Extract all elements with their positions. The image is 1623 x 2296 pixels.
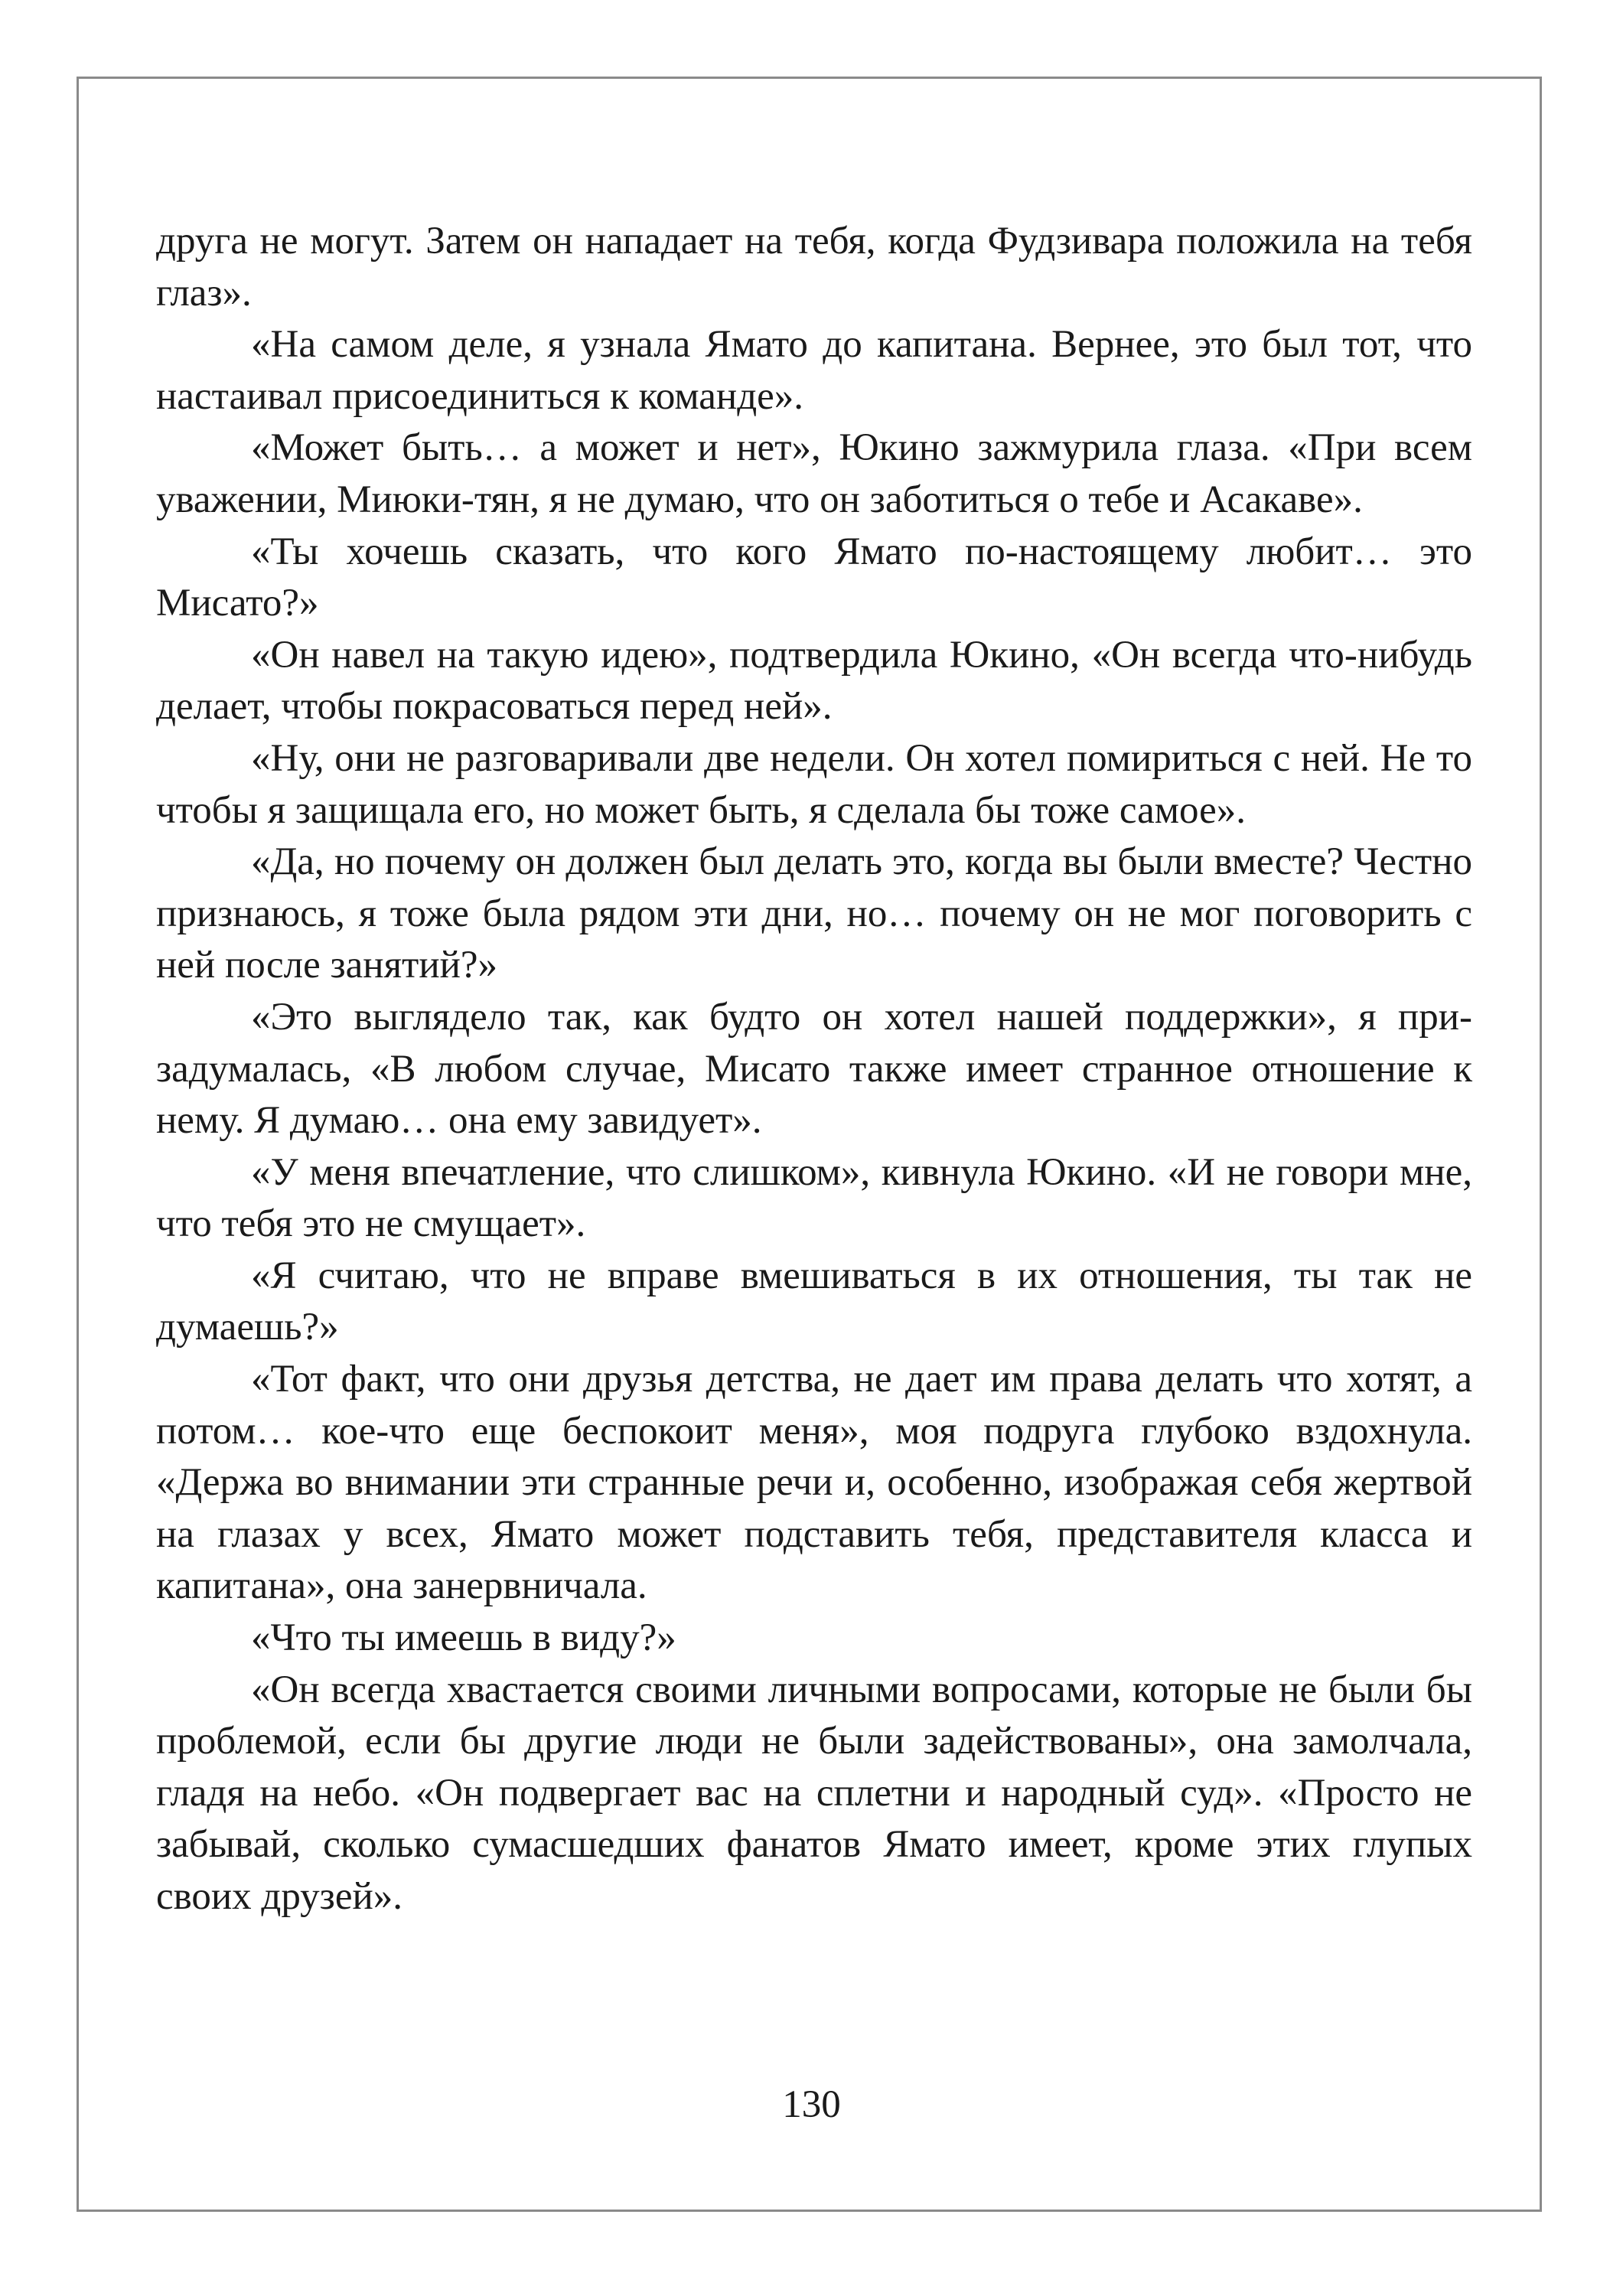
paragraph: «Может быть… а может и нет», Юкино зажмурила глаза. «При всем уважении, Миюки-тян, я не думаю, что он заботиться о тебе и Асакаве». [156, 426, 1472, 521]
paragraph: «На самом деле, я узнала Ямато до капитана. Вернее, это был тот, что настаивал присоединиться к команде». [156, 323, 1472, 418]
paragraph: «Он навел на такую идею», подтвердила Юкино, «Он всегда что-нибудь делает, чтобы покрасоваться перед ней». [156, 633, 1472, 729]
paragraph: «У меня впечатление, что слишком», кивнула Юкино. «И не говори мне, что тебя это не смущает». [156, 1150, 1472, 1246]
body-text [156, 216, 1472, 1923]
paragraph: «Я считаю, что не вправе вмешиваться в их отношения, ты так не думаешь?» [156, 1254, 1472, 1349]
paragraph: «Ну, они не разговаривали две недели. Он хотел помириться с ней. Не то чтобы я защищала его, но может быть, я сделала бы тоже самое». [156, 736, 1472, 832]
paragraph: «Ты хочешь сказать, что кого Ямато по-настоящему любит… это Мисато?» [156, 530, 1472, 625]
paragraph: «Что ты имеешь в виду?» [251, 1616, 676, 1660]
paragraph: «Да, но почему он должен был делать это, когда вы были вместе? Честно признаюсь, я тоже была рядом эти дни, но… почему он не мог поговорить с ней после занятий?» [156, 840, 1472, 987]
paragraph: друга не могут. Затем он нападает на тебя, когда Фудзивара положила на тебя глаз». [156, 220, 1472, 315]
page-number: 130 [782, 2083, 841, 2126]
paragraph: «Это выглядело так, как будто он хотел нашей поддержки», я призадумалась, «В любом случае, Мисато также имеет странное отношение к нему. Я думаю… она ему завидует». [156, 995, 1472, 1143]
paragraph: «Он всегда хвастается своими личными вопросами, которые не были бы проблемой, если бы другие люди не были задействованы», она замолчала, гладя на небо. «Он подвергает вас на сплетни и народный суд». «Просто не забывай, сколько сумасшедших фанатов Ямато имеет, кроме этих глупых своих друзей». [156, 1668, 1472, 1918]
paragraph: «Тот факт, что они друзья детства, не дает им права делать что хотят, а потом… кое-что еще беспокоит меня», моя подруга глубоко вздохнула. «Держа во внимании эти странные речи и, особенно, изображая себя жертвой на глазах у всех, Ямато может подставить тебя, представителя класса и капитана», она занервничала. [156, 1358, 1472, 1608]
